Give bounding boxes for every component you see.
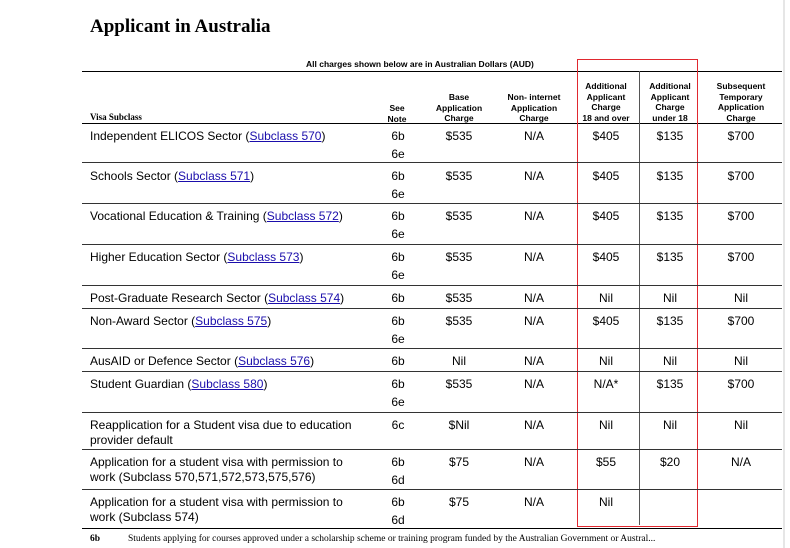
subclass-link[interactable]: Subclass 580: [191, 377, 264, 391]
subclass-link[interactable]: Subclass 572: [266, 209, 339, 223]
additional-under-18: $135: [656, 314, 684, 328]
visa-subclass-name: [90, 418, 368, 447]
subsequent-charge: Nil: [734, 291, 748, 305]
subclass-link[interactable]: Subclass 576: [238, 354, 311, 368]
base-charge: $535: [445, 377, 473, 391]
see-note: 6e: [391, 268, 405, 282]
additional-18-over: N/A*: [593, 377, 619, 391]
subclass-link[interactable]: Subclass 574: [268, 291, 341, 305]
additional-under-18: Nil: [663, 418, 677, 432]
row-rule: [82, 412, 782, 413]
see-note: 6c: [391, 418, 405, 432]
subclass-link[interactable]: Subclass 573: [227, 250, 300, 264]
subclass-link[interactable]: Subclass 570: [249, 129, 322, 143]
base-charge: $Nil: [448, 418, 470, 432]
visa-name-text: Student Guardian (: [90, 377, 192, 391]
see-note: 6b: [391, 354, 405, 368]
non-internet-charge: N/A: [523, 209, 544, 223]
visa-name-text: Post-Graduate Research Sector (: [90, 291, 269, 305]
see-note: 6b: [391, 169, 405, 183]
visa-subclass-name: [90, 291, 368, 306]
visa-name-text: Application for a student visa with permission to work (Subclass 570,571,572,573,575,576): [90, 455, 343, 484]
see-note: 6e: [391, 227, 405, 241]
col-header-subsequent: Subsequent Temporary Application Charge: [716, 81, 766, 123]
additional-18-over: Nil: [599, 291, 613, 305]
page-title: Applicant in Australia: [90, 16, 271, 37]
non-internet-charge: N/A: [523, 418, 544, 432]
base-charge: $535: [445, 129, 473, 143]
visa-name-tail: ): [250, 169, 255, 183]
col-header-visa-subclass: Visa Subclass: [90, 112, 142, 122]
visa-name-text: Independent ELICOS Sector (: [90, 129, 250, 143]
additional-18-over: Nil: [599, 495, 613, 509]
additional-under-18: $20: [659, 455, 681, 469]
additional-under-18: Nil: [663, 354, 677, 368]
subsequent-charge: $700: [727, 129, 755, 143]
visa-name-text: Application for a student visa with permission to work (Subclass 574): [90, 495, 343, 524]
base-charge: $535: [445, 314, 473, 328]
base-charge: $535: [445, 169, 473, 183]
base-charge: $75: [448, 455, 470, 469]
non-internet-charge: N/A: [523, 377, 544, 391]
non-internet-charge: N/A: [523, 129, 544, 143]
additional-under-18: $135: [656, 209, 684, 223]
additional-18-over: $405: [592, 129, 620, 143]
see-note: 6d: [391, 473, 405, 487]
non-internet-charge: N/A: [523, 495, 544, 509]
visa-name-text: Vocational Education & Training (: [90, 209, 267, 223]
visa-subclass-name: [90, 250, 368, 265]
non-internet-charge: N/A: [523, 354, 544, 368]
row-rule: [82, 348, 782, 349]
subsequent-charge: $700: [727, 377, 755, 391]
non-internet-charge: N/A: [523, 250, 544, 264]
subsequent-charge: $700: [727, 314, 755, 328]
visa-name-tail: ): [299, 250, 304, 264]
additional-18-over: $405: [592, 250, 620, 264]
footnote-label: 6b: [90, 534, 101, 544]
visa-name-tail: ): [321, 129, 326, 143]
see-note: 6e: [391, 395, 405, 409]
footnote-rule: [82, 528, 782, 529]
see-note: 6e: [391, 147, 405, 161]
additional-18-over: Nil: [599, 418, 613, 432]
additional-18-over: Nil: [599, 354, 613, 368]
subsequent-charge: N/A: [730, 455, 751, 469]
subsequent-charge: Nil: [734, 418, 748, 432]
visa-subclass-name: [90, 495, 368, 524]
subsequent-charge: $700: [727, 250, 755, 264]
subsequent-charge: Nil: [734, 354, 748, 368]
subclass-link[interactable]: Subclass 575: [195, 314, 268, 328]
additional-18-over: $405: [592, 314, 620, 328]
row-rule: [82, 371, 782, 372]
row-rule: [82, 449, 782, 450]
visa-name-tail: ): [263, 377, 268, 391]
additional-under-18: $135: [656, 377, 684, 391]
visa-subclass-name: [90, 169, 368, 184]
visa-name-text: Reapplication for a Student visa due to education provider default: [90, 418, 352, 447]
visa-name-tail: ): [338, 209, 343, 223]
footnote-text: Students applying for courses approved under a scholarship scheme or training program funded by the Australian Government or Austral...: [128, 534, 656, 544]
row-rule: [82, 285, 782, 286]
non-internet-charge: N/A: [523, 291, 544, 305]
see-note: 6d: [391, 513, 405, 527]
see-note: 6b: [391, 314, 405, 328]
additional-under-18: $135: [656, 129, 684, 143]
additional-under-18: $135: [656, 169, 684, 183]
visa-name-tail: ): [340, 291, 345, 305]
additional-under-18: $135: [656, 250, 684, 264]
currency-note: All charges shown below are in Australian Dollars (AUD): [306, 59, 534, 69]
visa-subclass-name: [90, 209, 368, 224]
additional-18-over: $405: [592, 169, 620, 183]
col-header-additional-18-over: Additional Applicant Charge 18 and over: [582, 81, 630, 123]
see-note: 6b: [391, 209, 405, 223]
additional-18-over: $405: [592, 209, 620, 223]
row-rule: [82, 203, 782, 204]
visa-subclass-name: [90, 129, 368, 144]
base-charge: $535: [445, 250, 473, 264]
subclass-link[interactable]: Subclass 571: [178, 169, 251, 183]
see-note: 6b: [391, 495, 405, 509]
visa-subclass-name: [90, 455, 368, 484]
base-charge: $535: [445, 291, 473, 305]
base-charge: Nil: [452, 354, 466, 368]
row-rule: [82, 308, 782, 309]
col-header-non-internet: Non- internet Application Charge: [507, 92, 561, 123]
non-internet-charge: N/A: [523, 455, 544, 469]
visa-name-tail: ): [267, 314, 272, 328]
visa-subclass-name: [90, 377, 368, 392]
visa-name-text: Non-Award Sector (: [90, 314, 196, 328]
non-internet-charge: N/A: [523, 314, 544, 328]
see-note: 6b: [391, 250, 405, 264]
base-charge: $75: [448, 495, 470, 509]
col-header-additional-under-18: Additional Applicant Charge under 18: [649, 81, 691, 123]
see-note: 6b: [391, 377, 405, 391]
row-rule: [82, 162, 782, 163]
row-rule: [82, 244, 782, 245]
subsequent-charge: $700: [727, 209, 755, 223]
visa-name-text: AusAID or Defence Sector (: [90, 354, 239, 368]
see-note: 6b: [391, 455, 405, 469]
visa-name-text: Schools Sector (: [90, 169, 179, 183]
visa-name-tail: ): [310, 354, 315, 368]
col-header-see-note: See Note: [387, 103, 407, 124]
additional-under-18: Nil: [663, 291, 677, 305]
see-note: 6e: [391, 332, 405, 346]
subsequent-charge: $700: [727, 169, 755, 183]
non-internet-charge: N/A: [523, 169, 544, 183]
visa-name-text: Higher Education Sector (: [90, 250, 228, 264]
visa-subclass-name: [90, 314, 368, 329]
col-header-base-charge: Base Application Charge: [435, 92, 483, 123]
row-rule: [82, 489, 782, 490]
see-note: 6b: [391, 129, 405, 143]
base-charge: $535: [445, 209, 473, 223]
visa-subclass-name: [90, 354, 368, 369]
see-note: 6b: [391, 291, 405, 305]
see-note: 6e: [391, 187, 405, 201]
additional-18-over: $55: [595, 455, 617, 469]
